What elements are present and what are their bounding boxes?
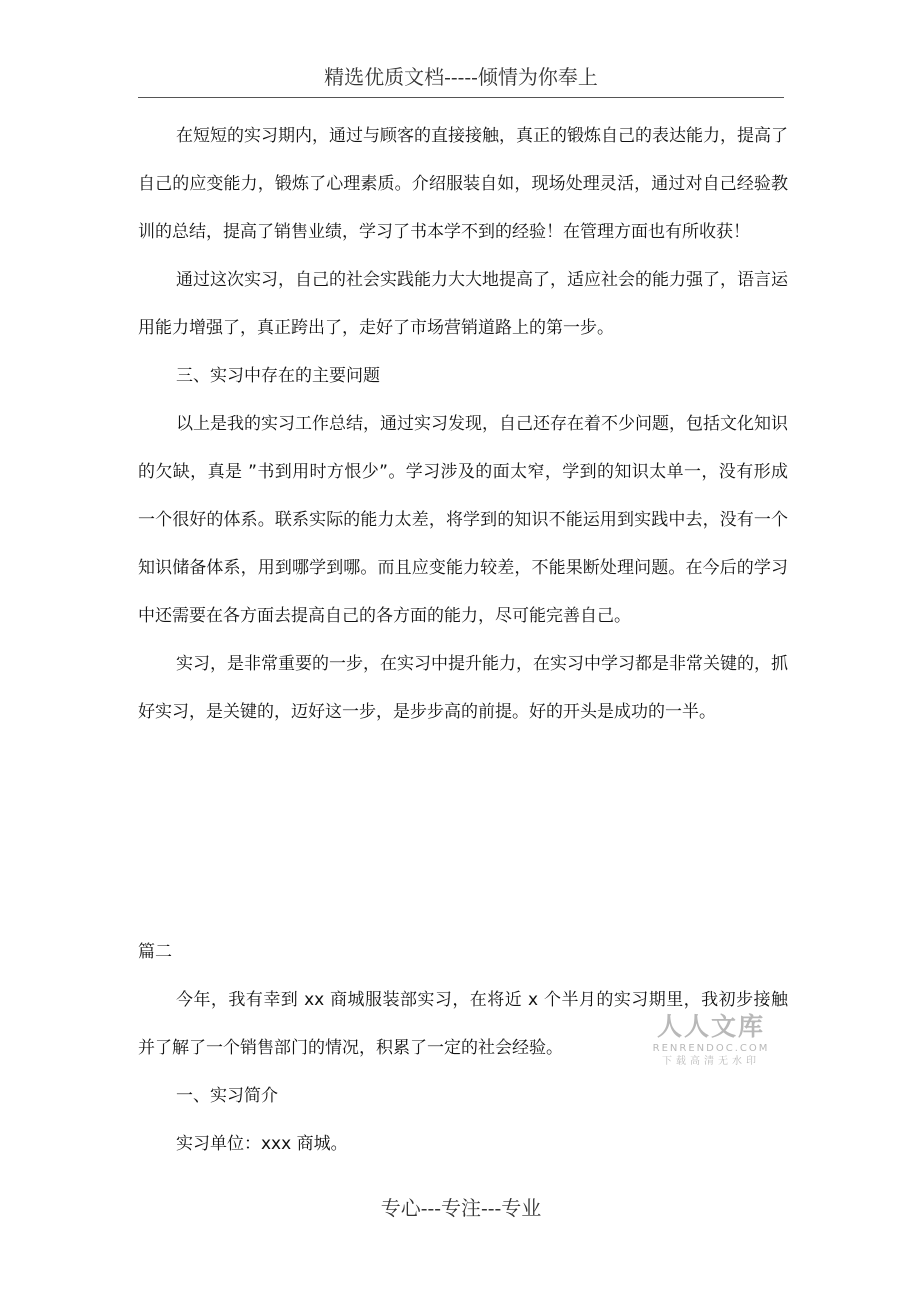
watermark-title: 人人文库 (656, 1012, 765, 1041)
page-header: 精选优质文档-----倾情为你奉上 (324, 65, 598, 89)
header-divider (138, 97, 784, 98)
document-body (138, 112, 788, 736)
paragraph: 以上是我的实习工作总结，通过实习发现，自己还存在着不少问题，包括文化知识的欠缺，真是 ”书到用时方恨少”。学习涉及的面太窄，学到的知识太单一，没有形成一个很好的体系。联系实际的能力太差，将学到的知识不能运用到实践中去，没有一个知识储备体系，用到哪学到哪。而且应变能力较差，不能果断处理问题。在今后的学习中还需要在各方面去提高自己的各方面的能力，尽可能完善自己。 (138, 414, 788, 626)
section-heading: 一、实习简介 (176, 1086, 278, 1106)
watermark-logo (648, 1012, 774, 1069)
page-footer: 专心---专注---专业 (380, 1196, 542, 1220)
watermark-domain: RENRENDOC.COM (652, 1043, 770, 1054)
paragraph: 实习，是非常重要的一步，在实习中提升能力，在实习中学习都是非常关键的，抓好实习，是关键的，迈好这一步，是步步高的前提。好的开头是成功的一半。 (138, 654, 788, 722)
paragraph: 今年，我有幸到 xx 商城服装部实习，在将近 x 个半月的实习期里，我初步接触并了解了一个销售部门的情况，积累了一定的社会经验。 (138, 990, 788, 1058)
watermark-subtitle: 下载高清无水印 (662, 1056, 760, 1067)
paragraph: 实习单位：xxx 商城。 (176, 1134, 348, 1154)
paragraph: 通过这次实习，自己的社会实践能力大大地提高了，适应社会的能力强了，语言运用能力增强了，真正跨出了，走好了市场营销道路上的第一步。 (138, 270, 788, 338)
paragraph: 在短短的实习期内，通过与顾客的直接接触，真正的锻炼自己的表达能力，提高了自己的应变能力，锻炼了心理素质。介绍服装自如，现场处理灵活，通过对自己经验教训的总结，提高了销售业绩，学习了书本学不到的经验！在管理方面也有所收获！ (138, 126, 788, 242)
part-title: 篇二 (138, 942, 172, 962)
section-heading: 三、实习中存在的主要问题 (176, 366, 380, 386)
